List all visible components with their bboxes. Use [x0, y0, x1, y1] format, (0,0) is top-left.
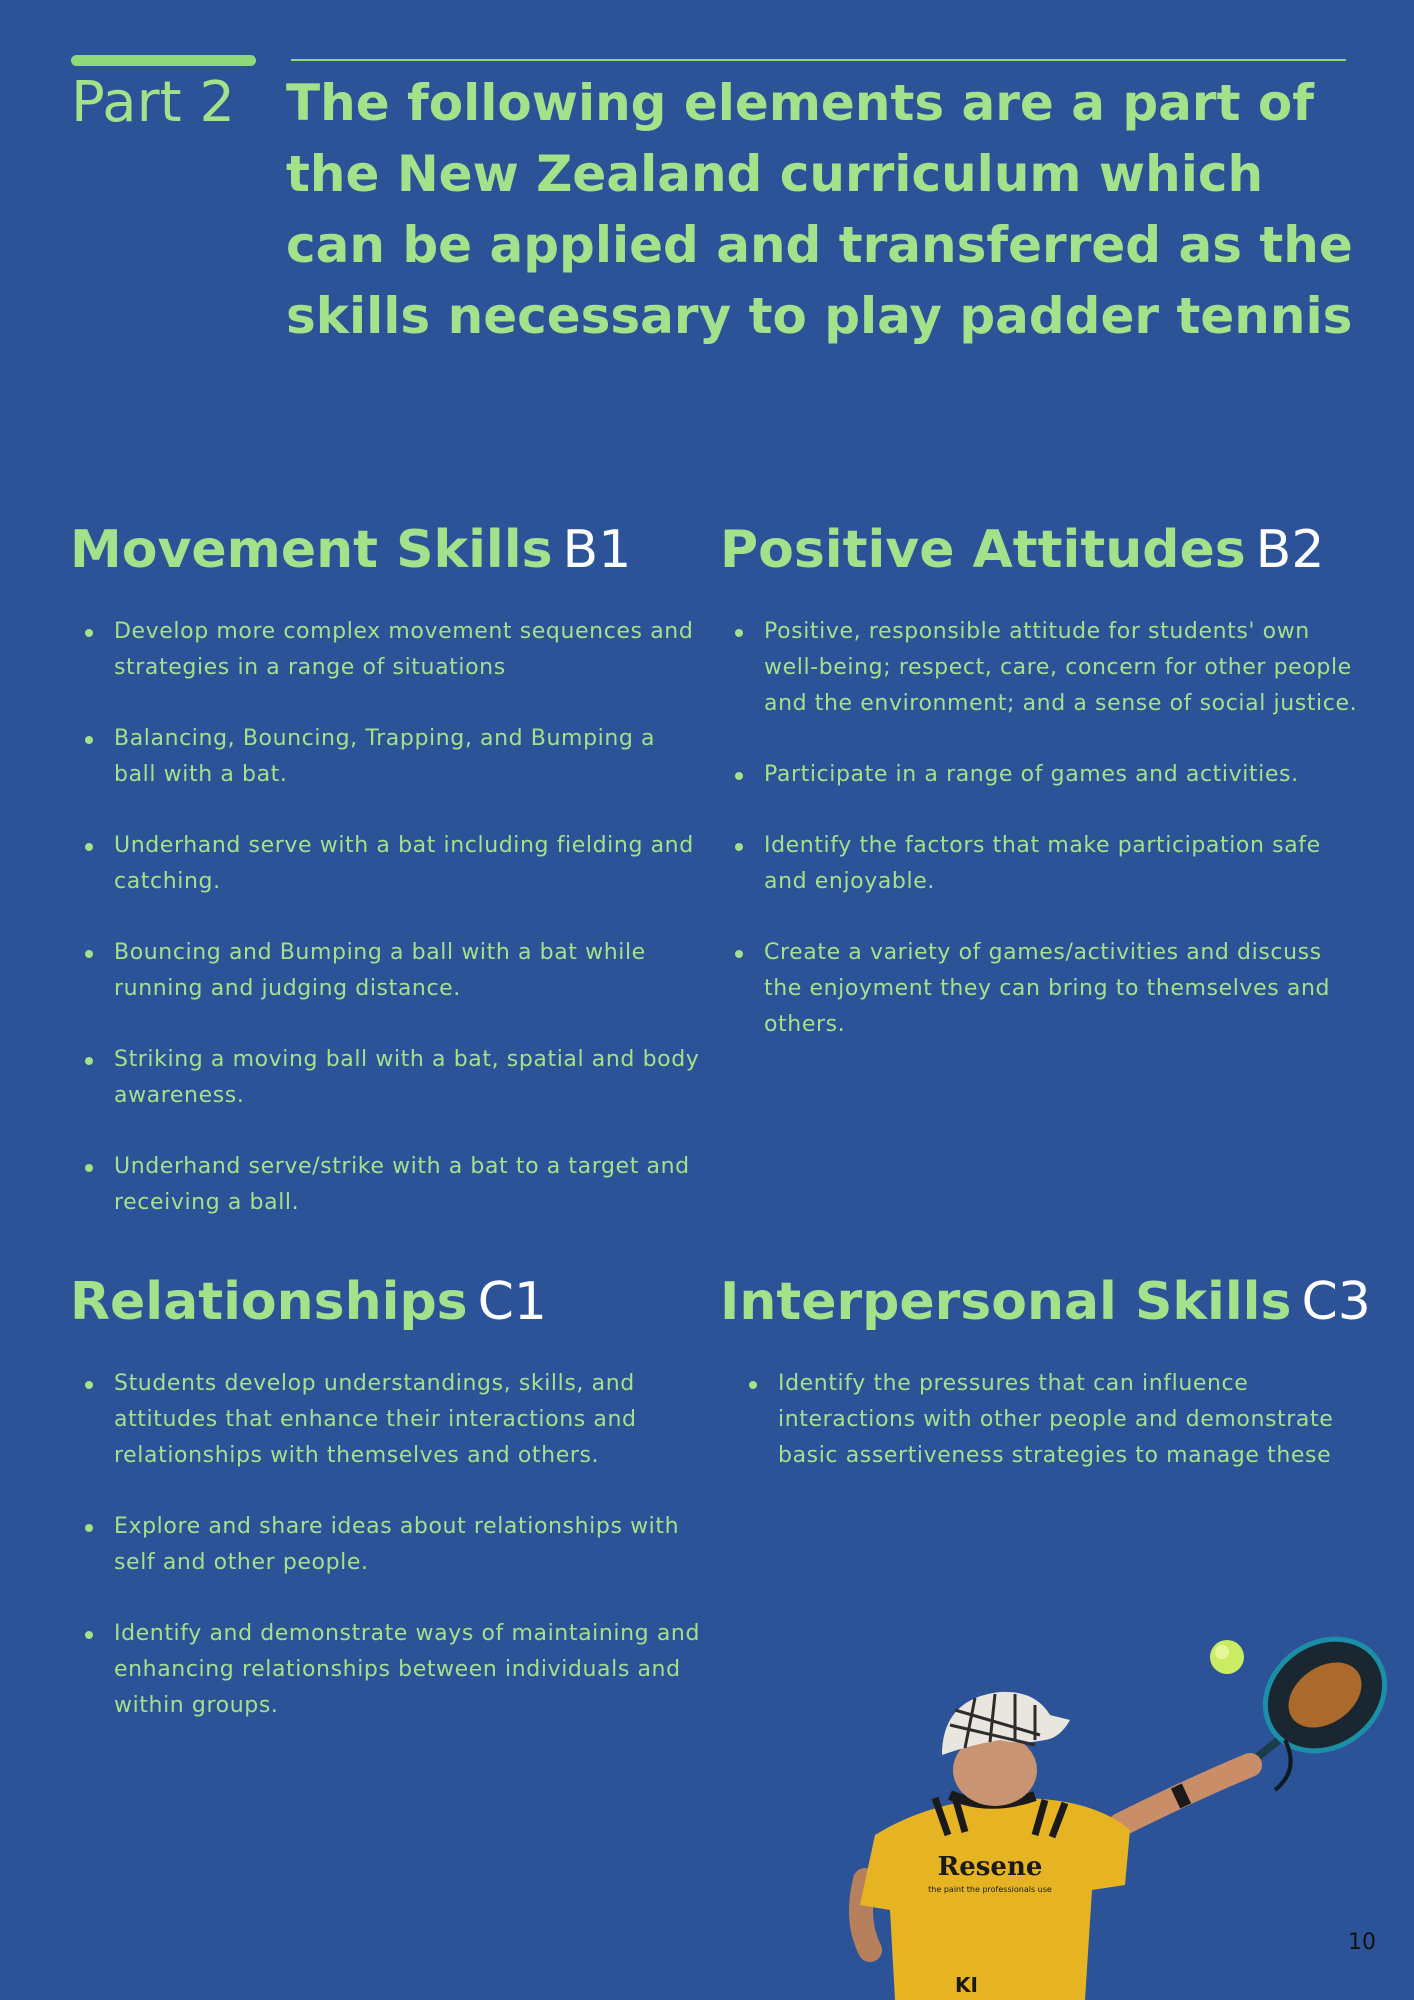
section-title: [70, 1270, 700, 1334]
section-title-text: Positive Attitudes: [720, 520, 1246, 580]
section-title: [720, 1270, 1371, 1334]
section-code: C3: [1301, 1272, 1371, 1332]
list-item: Participate in a range of games and activities.: [764, 757, 1360, 793]
list-item: Identify the pressures that can influence interactions with other people and demonstrate basic assertiveness strategies to manage these: [778, 1366, 1360, 1474]
bullet-list: [720, 1366, 1360, 1474]
tennis-ball: [1210, 1640, 1244, 1674]
list-item: Explore and share ideas about relationships with self and other people.: [114, 1509, 700, 1581]
section-movement-skills: [70, 518, 700, 1256]
list-item: Bouncing and Bumping a ball with a bat while running and judging distance.: [114, 935, 700, 1007]
list-item: Underhand serve with a bat including fielding and catching.: [114, 828, 700, 900]
section-title-text: Relationships: [70, 1272, 468, 1332]
section-relationships: [70, 1270, 700, 1759]
bullet-list: [70, 614, 700, 1221]
list-item: Balancing, Bouncing, Trapping, and Bumping a ball with a bat.: [114, 721, 700, 793]
list-item: Identify the factors that make participation safe and enjoyable.: [764, 828, 1360, 900]
bullet-list: [720, 614, 1360, 1043]
section-positive-attitudes: [720, 518, 1360, 1078]
section-title-text: Movement Skills: [70, 520, 553, 580]
list-item: Identify and demonstrate ways of maintaining and enhancing relationships between individuals and within groups.: [114, 1616, 700, 1724]
section-title-text: Interpersonal Skills: [720, 1272, 1292, 1332]
yellow-jersey: [860, 1798, 1130, 2000]
page-number: 10: [1348, 1930, 1376, 1955]
accent-bar: [71, 55, 256, 66]
list-item: Underhand serve/strike with a bat to a target and receiving a ball.: [114, 1149, 700, 1221]
section-code: C1: [477, 1272, 548, 1332]
page-headline: The following elements are a part of the New Zealand curriculum which can be applied and transferred as the skills necessary to play padder tennis: [286, 74, 1353, 345]
list-item: Positive, responsible attitude for students' own well-being; respect, care, concern for other people and the environment; and a sense of social justice.: [764, 614, 1360, 722]
list-item: Students develop understandings, skills, and attitudes that enhance their interactions and relationships with themselves and others.: [114, 1366, 700, 1474]
section-code: B2: [1255, 520, 1325, 580]
child-playing-padel-photo: [830, 1620, 1390, 2000]
part-label: Part 2: [71, 70, 235, 135]
shirt-brand: Resene: [937, 1852, 1043, 1882]
list-item: Striking a moving ball with a bat, spatial and body awareness.: [114, 1042, 700, 1114]
section-interpersonal-skills: [720, 1270, 1371, 1509]
shirt-tagline: the paint the professionals use: [928, 1885, 1052, 1894]
list-item: Develop more complex movement sequences and strategies in a range of situations: [114, 614, 700, 686]
section-title: [70, 518, 700, 582]
header-rule: [291, 59, 1346, 61]
list-item: Create a variety of games/activities and discuss the enjoyment they can bring to themselves and others.: [764, 935, 1360, 1043]
section-code: B1: [562, 520, 632, 580]
bullet-list: [70, 1366, 700, 1724]
shirt-logo: KI: [955, 1973, 978, 1997]
section-title: [720, 518, 1360, 582]
